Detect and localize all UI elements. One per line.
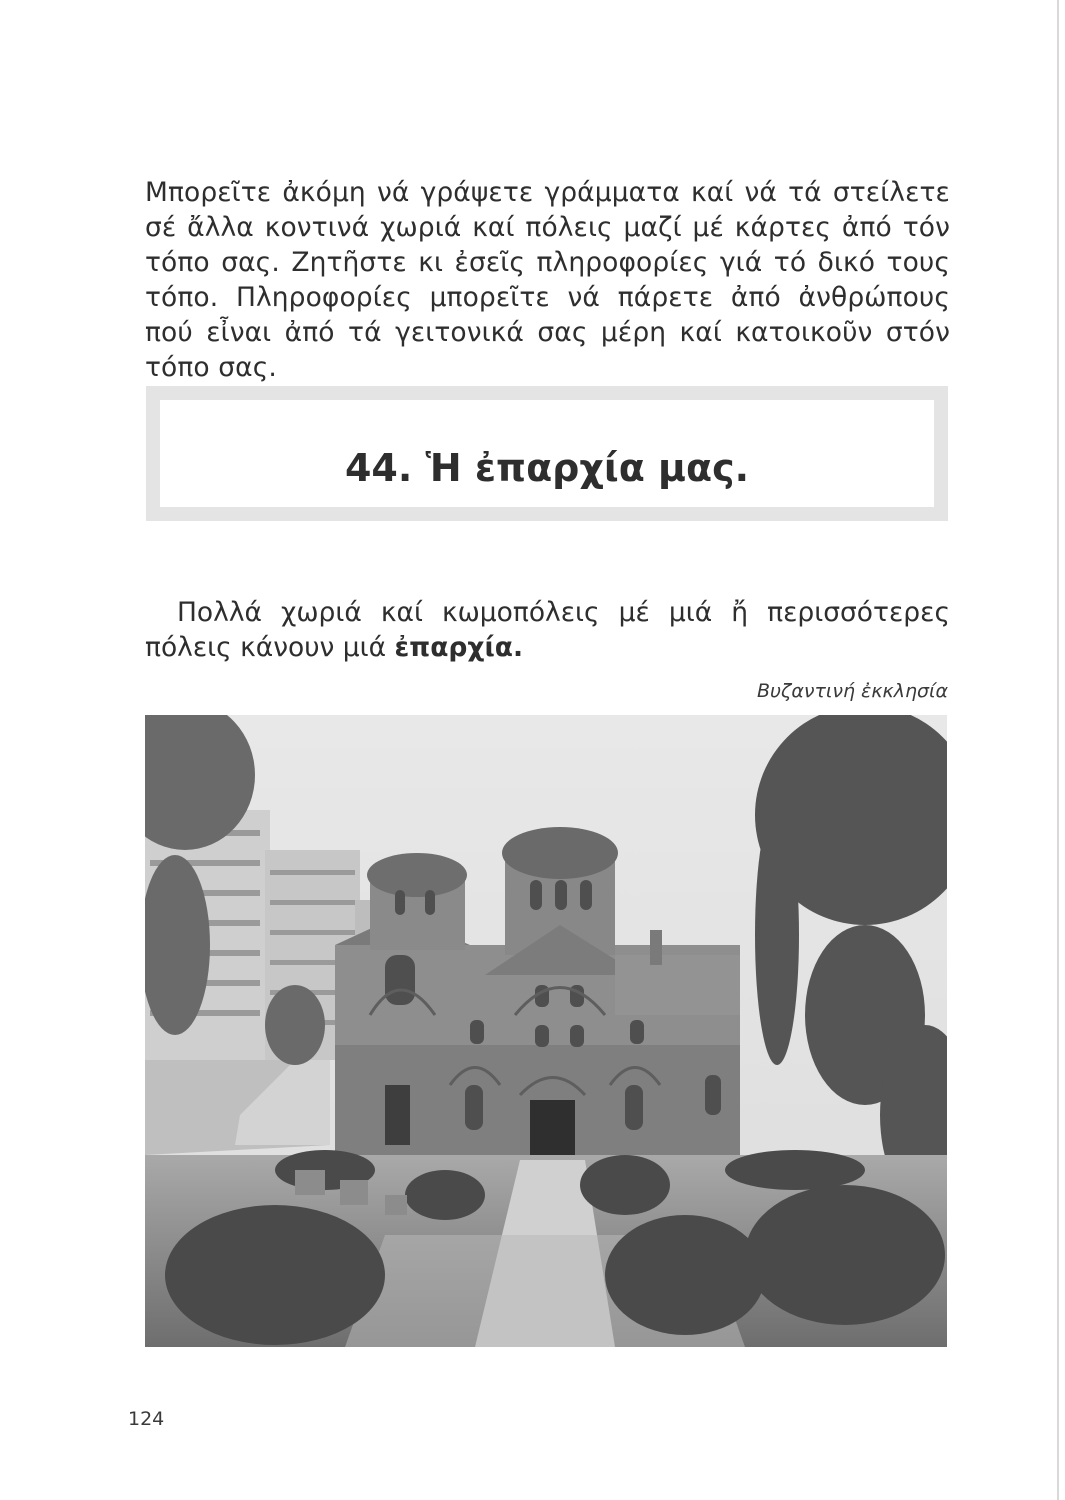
byzantine-church-photo-icon bbox=[145, 715, 947, 1347]
page-edge bbox=[1057, 0, 1059, 1500]
intro-paragraph: Μπορεῖτε ἀκόμη νά γράψετε γράμματα καί νά τά στείλετε σέ ἄλλα κοντινά χωριά καί πόλεις μαζί μέ κάρτες ἀπό τόν τόπο σας. Ζητῆστε κι ἐσεῖς πληροφορίες γιά τό δικό τους τόπο. Πληροφορίες μπορεῖτε νά πάρετε ἀπό ἀνθρώπους πού εἶναι ἀπό τά γειτονικά σας μέρη καί κατοικοῦν στόν τόπο σας. bbox=[145, 176, 950, 383]
chapter-heading-box bbox=[146, 386, 948, 521]
chapter-title: 44. Ἡ ἐπαρχία μας. bbox=[344, 446, 750, 490]
definition-text: Πολλά χωριά καί κωμοπόλεις μέ μιά ἤ περισσότερες πόλεις κάνουν μιά bbox=[145, 596, 950, 663]
figure-caption: Βυζαντινή ἐκκλησία bbox=[756, 680, 948, 702]
definition-term: ἐπαρχία. bbox=[394, 631, 524, 663]
church-photo bbox=[145, 715, 947, 1347]
definition-paragraph bbox=[145, 595, 950, 665]
page-number: 124 bbox=[128, 1408, 165, 1430]
chapter-heading-inner bbox=[160, 400, 934, 507]
